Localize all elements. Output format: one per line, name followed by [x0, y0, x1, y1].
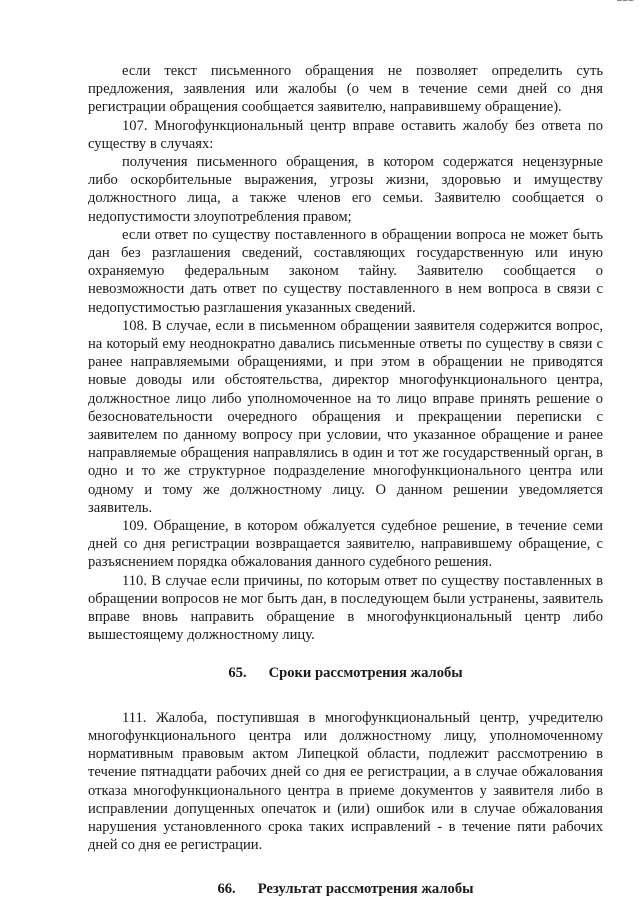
corner-mark: ~~~ [616, 0, 634, 7]
section-title: Сроки рассмотрения жалобы [268, 664, 463, 681]
document-page [88, 62, 603, 899]
section-number: 65. [228, 664, 247, 681]
paragraph-107-case-obscene: получения письменного обращения, в котором содержатся нецензурные либо оскорбительные выражения, угрозы жизни, здоровью и имуществу должностного лица, а также членов его семьи. Заявителю сообщается о недопустимости злоупотребления правом; [88, 154, 603, 225]
section-title: Результат рассмотрения жалобы [257, 881, 474, 898]
paragraph-107: 107. Многофункциональный центр вправе оставить жалобу без ответа по существу в случаях: [88, 117, 603, 152]
paragraph-110: 110. В случае если причины, по которым ответ по существу поставленных в обращении вопросов не мог быть дан, в последующем были устранены, заявитель вправе вновь направить обращение в многофункциональный центр либо вышестоящему должностному лицу. [88, 572, 603, 644]
section-number: 66. [217, 881, 236, 898]
paragraph-text-unreadable: если текст письменного обращения не позволяет определить суть предложения, заявления или жалобы (о чем в течение семи дней со дня регистрации обращения сообщается заявителю, направившему обращение). [88, 63, 603, 116]
paragraph-109: 109. Обращение, в котором обжалуется судебное решение, в течение семи дней со дня регистрации возвращается заявителю, направившему обращение, с разъяснением порядка обжалования данного судебного решения. [88, 518, 603, 571]
paragraph-107-case-secret: если ответ по существу поставленного в обращении вопроса не может быть дан без разглашения сведений, составляющих государственную или иную охраняемую федеральным законом тайну. Заявителю сообщается о невозможности дать ответ по существу поставленного в нем вопроса в связи с недопустимостью разглашения указанных сведений. [88, 226, 603, 316]
paragraph-111: 111. Жалоба, поступившая в многофункциональный центр, учредителю многофункционального центра или должностному лицу, уполномоченному нормативным правовым актом Липецкой области, подлежит рассмотрению в течение пятнадцати рабочих дней со дня ее регистрации, а в случае обжалования отказа многофункционального центра в приеме документов у заявителя либо в исправлении допущенных опечаток и (или) ошибок или в случае обжалования нарушения установленного срока таких исправлений - в течение пяти рабочих дней со дня ее регистрации. [88, 709, 603, 854]
paragraph-108: 108. В случае, если в письменном обращении заявителя содержится вопрос, на который ему неоднократно давались письменные ответы по существу в связи с ранее направляемыми обращениями, и при этом в обращении не приводятся новые доводы или обстоятельства, директор многофункционального центра, должностное лицо либо уполномоченное на то лицо вправе принять решение о безосновательности очередного обращения и прекращении переписки с заявителем по данному вопросу при условии, что указанное обращение и ранее направляемые обращения направлялись в один и тот же государственный орган, в одно и то же структурное подразделение многофункционального центра или одному и тому же должностному лицу. О данном решении уведомляется заявитель. [88, 317, 603, 516]
section-heading-66 [88, 880, 603, 898]
section-heading-65 [88, 664, 603, 682]
